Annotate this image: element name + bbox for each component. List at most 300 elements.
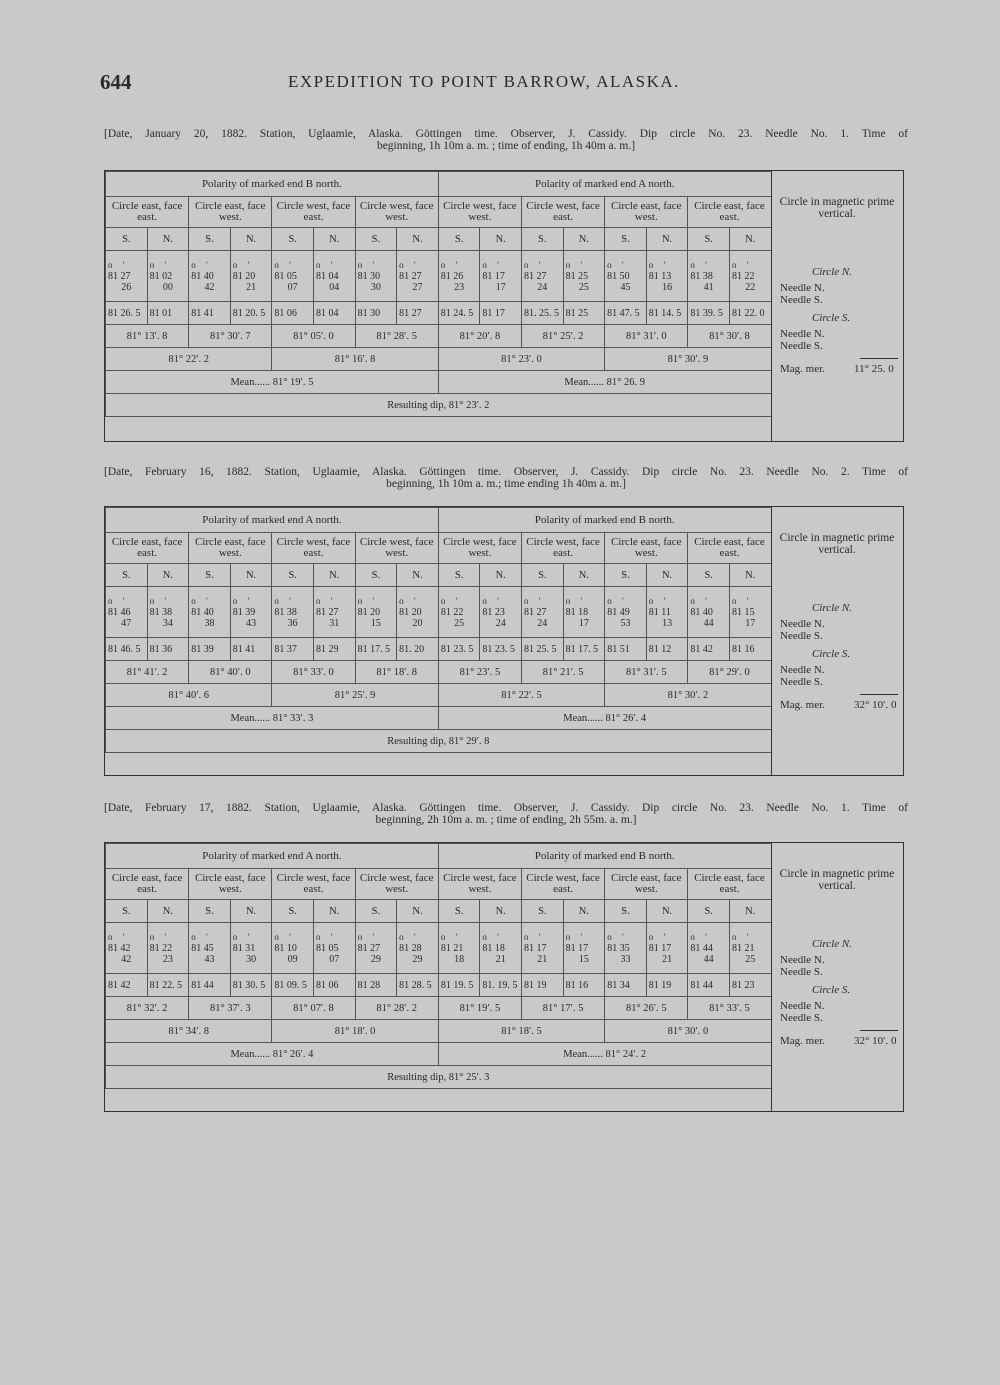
observation-grid: [105, 171, 772, 417]
dip-observation-table: [104, 170, 904, 442]
prime-vertical-heading: Circle in magnetic prime vertical.: [779, 868, 895, 892]
degree-minute-marks: o ′: [108, 931, 129, 942]
circle-header: Circle west, face east.: [521, 197, 604, 228]
observation-grid: [105, 843, 772, 1089]
pair-mean-cell: 81° 19′. 5: [438, 997, 521, 1020]
average-cell: 81 36: [147, 638, 189, 661]
needle-end-header: S.: [688, 564, 730, 587]
group-mean-cell: 81° 22′. 2: [106, 348, 272, 371]
needle-end-header: N.: [313, 228, 355, 251]
observation-reading: 81 20: [232, 270, 256, 282]
pair-mean-cell: 81° 41′. 2: [106, 661, 189, 684]
needle-n-label: Needle N.: [780, 1000, 825, 1012]
observation-cell: [397, 587, 439, 638]
needle-end-header: S.: [438, 900, 480, 923]
circle-header: Circle east, face west.: [189, 869, 272, 900]
mean-right: Mean...... 81° 24′. 2: [438, 1043, 771, 1066]
observation-reading: 81 04: [315, 270, 339, 282]
observation-cell: [313, 923, 355, 974]
observation-cell: [230, 923, 272, 974]
degree-minute-marks: o ′: [315, 595, 337, 606]
needle-end-header: S.: [272, 900, 314, 923]
observation-cell: [147, 923, 189, 974]
caption-line: beginning, 2h 10m a. m. ; time of ending, 2h 55m. a. m.]: [375, 814, 637, 826]
polarity-right-header: Polarity of marked end A north.: [438, 172, 771, 197]
observation-reading: 34: [162, 617, 173, 629]
observation-cell: [355, 251, 397, 302]
circle-header: Circle east, face west.: [189, 533, 272, 564]
needle-s-label: Needle S.: [780, 630, 823, 642]
observation-reading: 44: [703, 617, 714, 629]
observation-reading: 24: [495, 617, 506, 629]
pair-mean-cell: 81° 26′. 5: [605, 997, 688, 1020]
pair-mean-cell: 81° 07′. 8: [272, 997, 355, 1020]
page-number: 644: [100, 70, 132, 94]
observation-reading: 53: [620, 617, 631, 629]
circle-header: Circle east, face east.: [688, 197, 771, 228]
observation-reading: 17: [495, 281, 506, 293]
mag-mer-value: 32° 10′. 0: [854, 1035, 897, 1047]
observation-reading: 27: [412, 281, 423, 293]
pair-mean-cell: 81° 18′. 8: [355, 661, 438, 684]
observation-cell: [272, 587, 314, 638]
observation-reading: 21: [537, 953, 548, 965]
observation-reading: 47: [121, 617, 132, 629]
observation-cell: [355, 923, 397, 974]
observation-reading: 41: [703, 281, 714, 293]
circle-header: Circle west, face west.: [355, 869, 438, 900]
observation-cell: [397, 923, 439, 974]
degree-minute-marks: o ′: [232, 259, 254, 270]
mag-mer-label: Mag. mer.: [780, 1035, 825, 1047]
needle-end-header: N.: [147, 564, 189, 587]
observation-reading: 29: [370, 953, 381, 965]
degree-minute-marks: o ′: [274, 259, 296, 270]
observation-reading: 24: [537, 281, 548, 293]
needle-end-header: S.: [438, 564, 480, 587]
degree-minute-marks: o ′: [607, 931, 628, 942]
observation-reading: 81 15: [731, 606, 755, 618]
needle-end-header: N.: [646, 228, 688, 251]
circle-header: Circle east, face west.: [605, 197, 688, 228]
dip-observation-table: [104, 506, 904, 776]
polarity-left-header: Polarity of marked end A north.: [106, 844, 439, 869]
observation-cell: [272, 923, 314, 974]
observation-reading: 07: [287, 281, 298, 293]
observation-reading: 81 39: [232, 606, 256, 618]
degree-minute-marks: o ′: [607, 259, 628, 270]
average-cell: 81 17: [480, 302, 522, 325]
circle-header: Circle west, face east.: [272, 197, 355, 228]
observation-cell: [272, 251, 314, 302]
average-cell: 81. 20: [397, 638, 439, 661]
degree-minute-marks: o ′: [149, 931, 171, 942]
average-cell: 81 37: [272, 638, 314, 661]
needle-end-header: S.: [522, 564, 564, 587]
observation-cell: [522, 587, 564, 638]
observation-reading: 81 50: [607, 270, 630, 282]
needle-s-label: Needle S.: [780, 966, 823, 978]
observation-reading: 17: [745, 617, 756, 629]
observation-reading: 26: [121, 281, 132, 293]
circle-header: Circle west, face west.: [438, 869, 521, 900]
circle-n-label: Circle N.: [812, 938, 852, 950]
table-caption: [104, 802, 908, 826]
circle-header: Circle west, face west.: [355, 533, 438, 564]
observation-reading: 00: [162, 281, 173, 293]
observation-reading: 81 35: [607, 942, 630, 954]
degree-minute-marks: o ′: [607, 595, 628, 606]
observation-cell: [521, 251, 563, 302]
observation-reading: 81 21: [731, 942, 755, 954]
mag-mer-label: Mag. mer.: [780, 699, 825, 711]
mag-mer-label: Mag. mer.: [780, 363, 825, 375]
group-mean-cell: 81° 18′. 5: [438, 1020, 604, 1043]
needle-n-label: Needle N.: [780, 664, 825, 676]
needle-n-label: Needle N.: [780, 618, 825, 630]
polarity-left-header: Polarity of marked end B north.: [106, 172, 439, 197]
resulting-dip: Resulting dip, 81° 23′. 2: [106, 394, 772, 417]
degree-minute-marks: o ′: [399, 931, 420, 942]
caption-line: [Date, February 17, 1882. Station, Uglaamie, Alaska. Göttingen time. Observer, J. Cassidy. Dip circle No. 23. Needle No. 1. Time of: [104, 802, 908, 814]
degree-minute-marks: o ′: [648, 931, 670, 942]
degree-minute-marks: o ′: [731, 595, 753, 606]
circle-header: Circle east, face east.: [688, 869, 771, 900]
observation-cell: [729, 923, 771, 974]
circle-header: Circle west, face east.: [272, 533, 355, 564]
circle-n-label: Circle N.: [812, 266, 852, 278]
needle-n-label: Needle N.: [780, 954, 825, 966]
observation-cell: [438, 587, 480, 638]
observation-reading: 81 17: [482, 270, 505, 282]
degree-minute-marks: o ′: [357, 931, 379, 942]
observation-reading: 09: [287, 953, 298, 965]
polarity-right-header: Polarity of marked end B north.: [438, 508, 771, 533]
average-cell: 81 16: [729, 638, 771, 661]
observation-cell: [106, 923, 148, 974]
degree-minute-marks: o ′: [648, 259, 670, 270]
caption-line: beginning, 1h 10m a. m. ; time of ending, 1h 40m a. m.]: [376, 140, 636, 152]
observation-reading: 81 20: [357, 606, 381, 618]
circle-s-label: Circle S.: [812, 312, 851, 324]
observation-reading: 81 17: [524, 942, 547, 954]
average-cell: 81 25. 5: [522, 638, 564, 661]
mean-right: Mean...... 81° 26. 9: [438, 371, 771, 394]
observation-cell: [646, 923, 688, 974]
observation-reading: 30: [370, 281, 381, 293]
needle-end-header: N.: [646, 900, 688, 923]
observation-reading: 81 11: [648, 606, 671, 618]
observation-reading: 81 26: [440, 270, 464, 282]
observation-reading: 81 22: [731, 270, 755, 282]
observation-reading: 16: [662, 281, 673, 293]
average-cell: 81 22. 5: [147, 974, 189, 997]
circle-header: Circle west, face west.: [355, 197, 438, 228]
degree-minute-marks: o ′: [191, 259, 212, 270]
average-cell: 81 20. 5: [230, 302, 272, 325]
observation-cell: [563, 587, 605, 638]
average-cell: 81 39. 5: [688, 302, 730, 325]
needle-end-header: N.: [563, 900, 605, 923]
group-mean-cell: 81° 16′. 8: [272, 348, 438, 371]
circle-n-label: Circle N.: [812, 602, 852, 614]
observation-cell: [397, 251, 439, 302]
observation-reading: 18: [454, 953, 465, 965]
group-mean-cell: 81° 30′. 2: [605, 684, 771, 707]
observation-reading: 36: [287, 617, 298, 629]
degree-minute-marks: o ′: [482, 259, 504, 270]
table-caption: [104, 466, 908, 490]
degree-minute-marks: o ′: [357, 259, 379, 270]
needle-end-header: S.: [355, 564, 397, 587]
mean-left: Mean...... 81° 19′. 5: [106, 371, 439, 394]
observation-cell: [605, 251, 647, 302]
observation-reading: 42: [121, 953, 132, 965]
observation-reading: 81 02: [149, 270, 173, 282]
observation-cell: [480, 923, 522, 974]
circle-header: Circle east, face west.: [189, 197, 272, 228]
observation-reading: 81 46: [108, 606, 131, 618]
observation-cell: [313, 251, 355, 302]
needle-end-header: N.: [480, 564, 522, 587]
observation-cell: [189, 923, 231, 974]
average-cell: 81 23. 5: [480, 638, 522, 661]
observation-reading: 45: [620, 281, 631, 293]
observation-reading: 81 05: [315, 942, 339, 954]
resulting-dip: Resulting dip, 81° 25′. 3: [106, 1066, 772, 1089]
needle-end-header: S.: [522, 900, 564, 923]
degree-minute-marks: o ′: [565, 259, 587, 270]
circle-header: Circle east, face east.: [106, 533, 189, 564]
observation-reading: 17: [578, 617, 589, 629]
needle-end-header: N.: [313, 900, 355, 923]
observation-cell: [106, 251, 148, 302]
observation-reading: 23: [162, 953, 173, 965]
observation-reading: 43: [246, 617, 257, 629]
prime-vertical-panel: [771, 171, 902, 441]
degree-minute-marks: o ′: [191, 931, 212, 942]
average-cell: 81 46. 5: [106, 638, 148, 661]
pair-mean-cell: 81° 32′. 2: [106, 997, 189, 1020]
needle-s-label: Needle S.: [780, 1012, 823, 1024]
prime-vertical-heading: Circle in magnetic prime vertical.: [779, 532, 895, 556]
observation-cell: [106, 587, 148, 638]
circle-s-label: Circle S.: [812, 648, 851, 660]
average-cell: 81 44: [688, 974, 730, 997]
needle-n-label: Needle N.: [780, 328, 825, 340]
average-cell: 81 23: [729, 974, 771, 997]
caption-line: [Date, February 16, 1882. Station, Uglaamie, Alaska. Göttingen time. Observer, J. Cassidy. Dip circle No. 23. Needle No. 2. Time of: [104, 466, 908, 478]
needle-end-header: N.: [480, 900, 522, 923]
average-cell: 81 34: [605, 974, 647, 997]
observation-cell: [605, 923, 647, 974]
needle-s-label: Needle S.: [780, 676, 823, 688]
pair-mean-cell: 81° 13′. 8: [106, 325, 189, 348]
needle-end-header: N.: [563, 564, 605, 587]
circle-header: Circle east, face east.: [106, 197, 189, 228]
mag-mer-value: 11° 25. 0: [854, 363, 894, 375]
observation-cell: [189, 251, 231, 302]
needle-end-header: S.: [189, 564, 231, 587]
observation-cell: [355, 587, 397, 638]
needle-end-header: N.: [397, 228, 439, 251]
average-cell: 81. 19. 5: [480, 974, 522, 997]
average-cell: 81 29: [313, 638, 355, 661]
observation-reading: 22: [745, 281, 756, 293]
needle-end-header: S.: [438, 228, 480, 251]
average-cell: 81 47. 5: [605, 302, 647, 325]
observation-cell: [147, 251, 189, 302]
observation-cell: [480, 587, 522, 638]
pair-mean-cell: 81° 37′. 3: [189, 997, 272, 1020]
average-cell: 81 22. 0: [729, 302, 771, 325]
circle-header: Circle east, face east.: [106, 869, 189, 900]
observation-cell: [313, 587, 355, 638]
needle-end-header: S.: [189, 900, 231, 923]
average-cell: 81 19: [646, 974, 688, 997]
group-mean-cell: 81° 23′. 0: [438, 348, 604, 371]
caption-line: [Date, January 20, 1882. Station, Uglaamie, Alaska. Göttingen time. Observer, J. Cassidy. Dip circle No. 23. Needle No. 1. Time of: [104, 128, 908, 140]
prime-vertical-panel: [771, 507, 902, 775]
observation-cell: [605, 587, 647, 638]
average-cell: 81 28. 5: [397, 974, 439, 997]
observation-reading: 81 28: [399, 942, 422, 954]
observation-cell: [688, 587, 730, 638]
needle-end-header: N.: [729, 228, 771, 251]
needle-s-label: Needle S.: [780, 340, 823, 352]
needle-end-header: S.: [272, 228, 314, 251]
observation-reading: 81 13: [648, 270, 672, 282]
degree-minute-marks: o ′: [232, 931, 254, 942]
observation-reading: 33: [620, 953, 631, 965]
observation-reading: 20: [412, 617, 423, 629]
observation-cell: [563, 923, 605, 974]
polarity-left-header: Polarity of marked end A north.: [106, 508, 439, 533]
degree-minute-marks: o ′: [565, 931, 587, 942]
observation-reading: 81 40: [690, 606, 713, 618]
degree-minute-marks: o ′: [440, 259, 462, 270]
observation-cell: [729, 251, 771, 302]
observation-reading: 07: [329, 953, 340, 965]
group-mean-cell: 81° 18′. 0: [272, 1020, 438, 1043]
circle-header: Circle west, face west.: [438, 533, 521, 564]
observation-reading: 38: [204, 617, 215, 629]
pair-mean-cell: 81° 25′. 2: [521, 325, 604, 348]
pair-mean-cell: 81° 33′. 0: [272, 661, 355, 684]
circle-header: Circle east, face east.: [688, 533, 771, 564]
circle-header: Circle east, face west.: [605, 533, 688, 564]
average-cell: 81 04: [313, 302, 355, 325]
rule-line: [860, 1030, 898, 1031]
observation-cell: [438, 251, 480, 302]
observation-cell: [729, 587, 771, 638]
observation-reading: 81 49: [607, 606, 630, 618]
needle-end-header: N.: [729, 900, 771, 923]
circle-header: Circle west, face east.: [272, 869, 355, 900]
needle-end-header: N.: [729, 564, 771, 587]
average-cell: 81 17. 5: [355, 638, 397, 661]
degree-minute-marks: o ′: [440, 931, 462, 942]
observation-reading: 81 44: [690, 942, 713, 954]
observation-reading: 23: [454, 281, 465, 293]
needle-end-header: S.: [605, 900, 647, 923]
needle-end-header: N.: [397, 564, 439, 587]
degree-minute-marks: o ′: [690, 595, 712, 606]
circle-header: Circle west, face east.: [522, 533, 605, 564]
observation-reading: 81 40: [191, 606, 214, 618]
observation-reading: 25: [578, 281, 589, 293]
observation-cell: [563, 251, 605, 302]
pair-mean-cell: 81° 28′. 2: [355, 997, 438, 1020]
average-cell: 81 12: [646, 638, 688, 661]
observation-reading: 42: [204, 281, 215, 293]
needle-end-header: S.: [272, 564, 314, 587]
pair-mean-cell: 81° 05′. 0: [272, 325, 355, 348]
observation-cell: [646, 251, 688, 302]
pair-mean-cell: 81° 28′. 5: [355, 325, 438, 348]
average-cell: 81 42: [688, 638, 730, 661]
degree-minute-marks: o ′: [357, 595, 379, 606]
degree-minute-marks: o ′: [149, 595, 171, 606]
degree-minute-marks: o ′: [524, 595, 545, 606]
needle-end-header: S.: [189, 228, 231, 251]
observation-reading: 15: [370, 617, 381, 629]
average-cell: 81 06: [272, 302, 314, 325]
degree-minute-marks: o ′: [191, 595, 212, 606]
observation-reading: 43: [204, 953, 215, 965]
observation-reading: 81 20: [399, 606, 422, 618]
average-cell: 81 14. 5: [646, 302, 688, 325]
pair-mean-cell: 81° 23′. 5: [438, 661, 521, 684]
observation-reading: 81 27: [523, 270, 547, 282]
observation-reading: 81 38: [690, 270, 713, 282]
degree-minute-marks: o ′: [648, 595, 670, 606]
rule-line: [860, 694, 898, 695]
average-cell: 81 25: [563, 302, 605, 325]
needle-end-header: S.: [106, 564, 148, 587]
mag-mer-value: 32° 10′. 0: [854, 699, 897, 711]
observation-reading: 81 42: [108, 942, 131, 954]
degree-minute-marks: o ′: [149, 259, 171, 270]
observation-reading: 81 10: [274, 942, 297, 954]
polarity-right-header: Polarity of marked end B north.: [438, 844, 771, 869]
needle-n-label: Needle N.: [780, 282, 825, 294]
observation-cell: [688, 251, 730, 302]
observation-reading: 81 40: [191, 270, 214, 282]
table-caption: [104, 128, 908, 152]
observation-reading: 81 38: [274, 606, 297, 618]
needle-end-header: S.: [688, 228, 730, 251]
needle-end-header: N.: [480, 228, 522, 251]
degree-minute-marks: o ′: [399, 259, 420, 270]
observation-reading: 24: [537, 617, 548, 629]
pair-mean-cell: 81° 20′. 8: [438, 325, 521, 348]
dip-observation-table: [104, 842, 904, 1112]
average-cell: 81 24. 5: [438, 302, 480, 325]
observation-reading: 81 17: [565, 942, 589, 954]
degree-minute-marks: o ′: [565, 595, 587, 606]
observation-reading: 30: [246, 953, 257, 965]
caption-line: beginning, 1h 10m a. m.; time ending 1h 40m a. m.]: [386, 478, 626, 490]
degree-minute-marks: o ′: [482, 595, 504, 606]
pair-mean-cell: 81° 40′. 0: [189, 661, 272, 684]
observation-reading: 21: [246, 281, 257, 293]
observation-reading: 81 45: [191, 942, 214, 954]
degree-minute-marks: o ′: [523, 259, 545, 270]
group-mean-cell: 81° 34′. 8: [106, 1020, 272, 1043]
observation-cell: [688, 923, 730, 974]
needle-s-label: Needle S.: [780, 294, 823, 306]
